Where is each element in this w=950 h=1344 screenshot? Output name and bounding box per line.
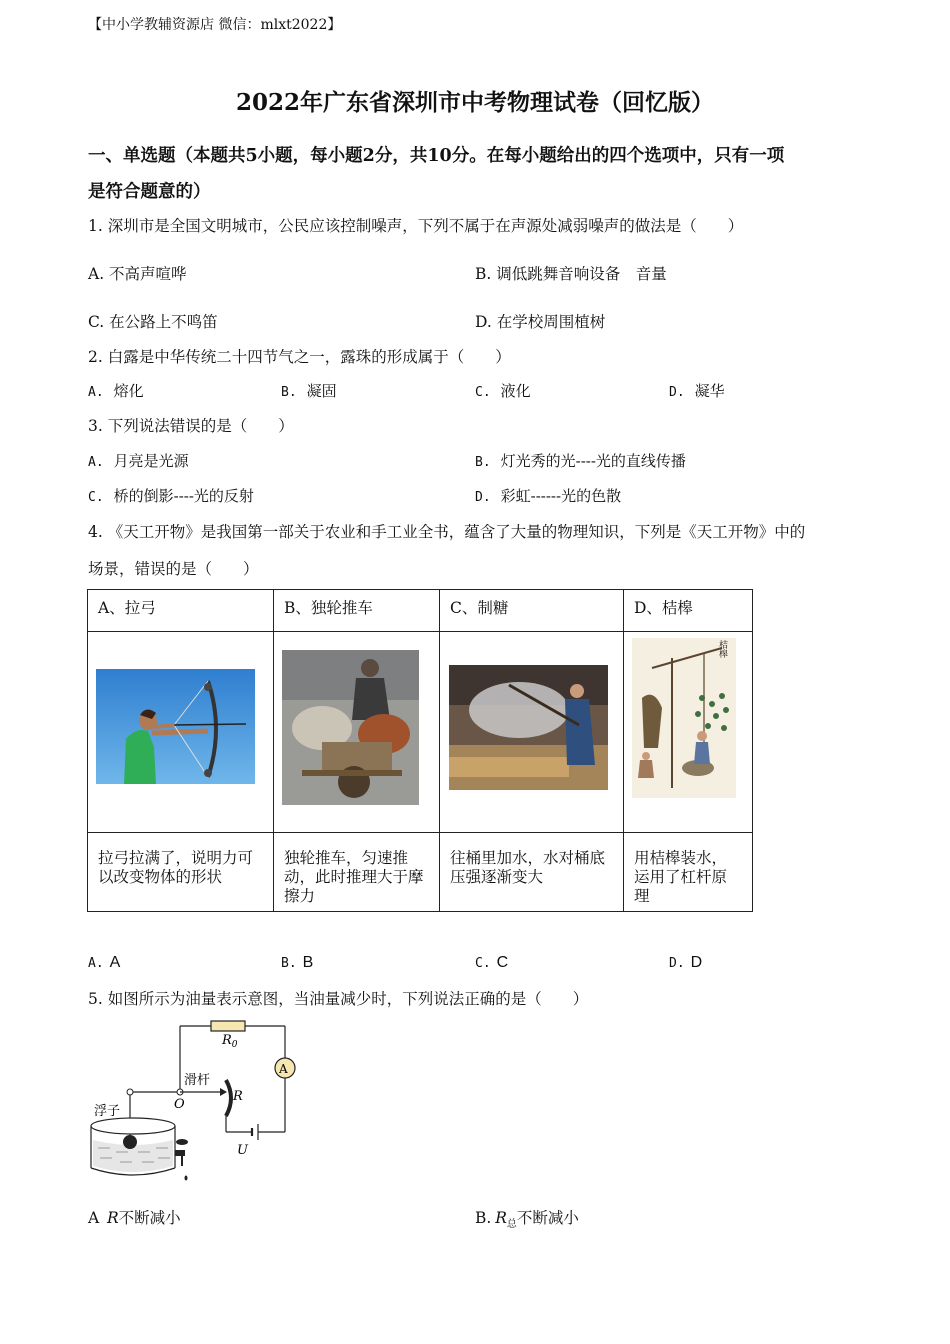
q3-option-d: D. 彩虹------光的色散	[475, 487, 622, 505]
wheelbarrow-photo	[282, 650, 419, 805]
table-image-cell-a	[88, 632, 274, 833]
question-4-stem-cont: 场景，错误的是（ ）	[88, 560, 259, 578]
q5-option-a: A R不断减小	[88, 1209, 181, 1227]
float-label: 浮子	[94, 1104, 121, 1119]
question-4-stem: 4. 《天工开物》是我国第一部关于农业和手工业全书，蕴含了大量的物理知识，下列是《天工开物》中的	[88, 523, 806, 541]
sugar-making-photo	[449, 665, 608, 790]
voltage-label: U	[237, 1143, 248, 1158]
page-title: 2022年广东省深圳市中考物理试卷（回忆版）	[235, 89, 714, 116]
jiegao-illustration	[632, 638, 736, 798]
q3-option-a: A. 月亮是光源	[88, 452, 189, 470]
q4-option-a: A. A	[88, 954, 121, 971]
q4-option-d: D. D	[669, 954, 703, 971]
q1-option-b: B. 调低跳舞音响设备 音量	[475, 265, 667, 283]
q5-option-b: B. $R_总$不断减小	[475, 1209, 579, 1231]
rheostat-label: R	[233, 1089, 243, 1104]
table-desc-a: 拉弓拉满了，说明力可以改变物体的形状	[88, 833, 274, 912]
q1-option-c: C. 在公路上不鸣笛	[88, 313, 218, 331]
table-header-b: B、独轮推车	[274, 590, 440, 632]
jiegao-caption: 桔槔	[717, 640, 727, 658]
pivot-label: O	[174, 1097, 185, 1112]
section-heading: 一、单选题（本题共5小题，每小题2分，共10分。在每小题给出的四个选项中，只有一项	[88, 146, 785, 166]
archer-photo	[96, 669, 255, 784]
section-heading-cont: 是符合题意的）	[88, 182, 211, 202]
header-note: 【中小学教辅资源店 微信：mlxt2022】	[88, 17, 342, 33]
table-header-a: A、拉弓	[88, 590, 274, 632]
question-2-stem: 2. 白露是中华传统二十四节气之一，露珠的形成属于（ ）	[88, 348, 511, 366]
lever-label: 滑杆	[184, 1073, 211, 1088]
q2-option-a: A. 熔化	[88, 382, 144, 400]
table-header-d: D、桔槔	[624, 590, 753, 632]
table-desc-b: 独轮推车，匀速推动，此时推理大于摩擦力	[274, 833, 440, 912]
q4-option-b: B. B	[281, 954, 314, 971]
q1-option-a: A. 不高声喧哗	[88, 265, 187, 283]
q2-option-b: B. 凝固	[281, 382, 337, 400]
table-header-c: C、制糖	[440, 590, 624, 632]
q1-option-d: D. 在学校周围植树	[475, 313, 606, 331]
q4-option-c: C. C	[475, 954, 509, 971]
question-5-stem: 5. 如图所示为油量表示意图，当油量减少时，下列说法正确的是（ ）	[88, 990, 589, 1008]
ammeter-label: A	[279, 1062, 288, 1076]
table-image-cell-d	[624, 632, 753, 833]
q2-option-c: C. 液化	[475, 382, 531, 400]
table-image-cell-c	[440, 632, 624, 833]
table-image-cell-b	[274, 632, 440, 833]
r0-label: $R_0$	[222, 1033, 238, 1050]
q3-option-c: C. 桥的倒影----光的反射	[88, 487, 254, 505]
oil-gauge-circuit-diagram	[86, 1016, 306, 1190]
q2-option-d: D. 凝华	[669, 382, 725, 400]
question-1-stem: 1. 深圳市是全国文明城市，公民应该控制噪声，下列不属于在声源处减弱噪声的做法是（ ）	[88, 217, 744, 235]
q4-table	[87, 589, 753, 912]
q3-option-b: B. 灯光秀的光----光的直线传播	[475, 452, 686, 470]
question-3-stem: 3. 下列说法错误的是（ ）	[88, 417, 294, 435]
table-desc-d: 用桔槔装水，运用了杠杆原理	[624, 833, 753, 912]
table-desc-c: 往桶里加水，水对桶底压强逐渐变大	[440, 833, 624, 912]
